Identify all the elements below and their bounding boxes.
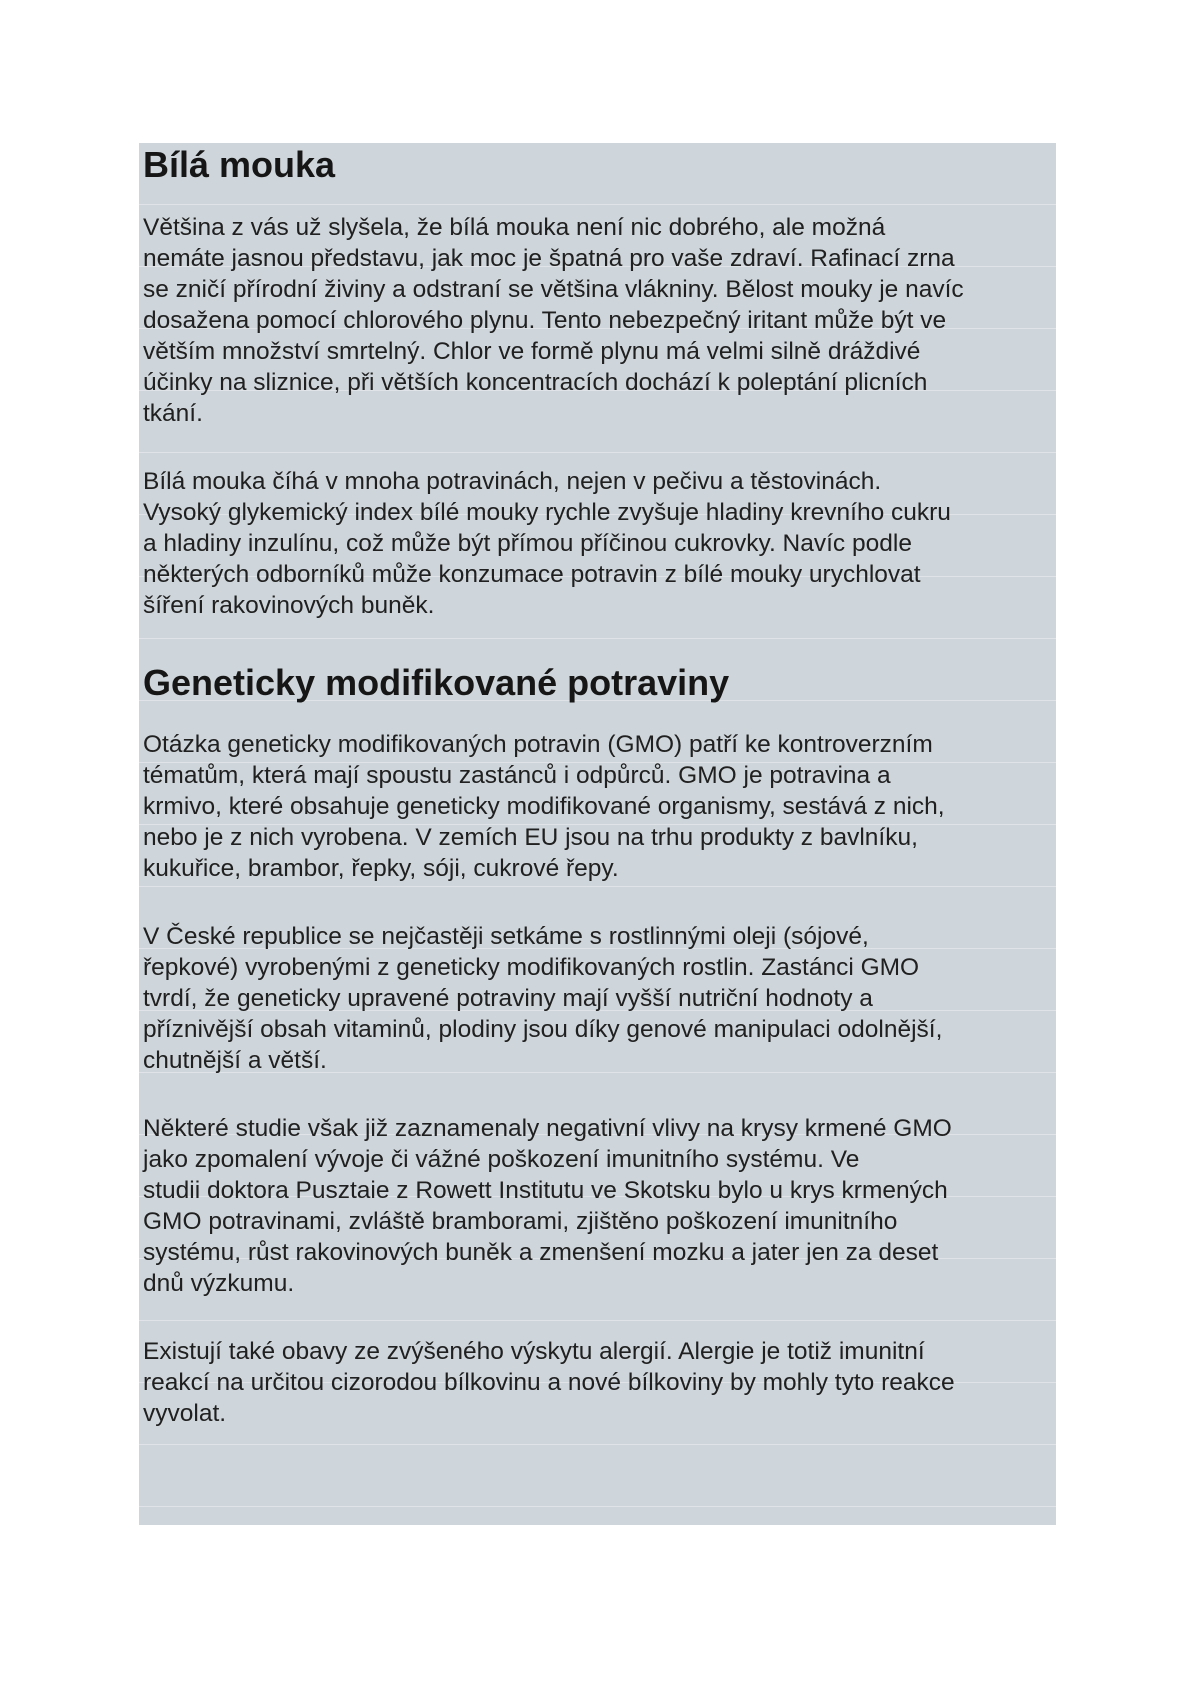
heading-white-flour: Bílá mouka <box>143 144 336 185</box>
paragraph: Bílá mouka číhá v mnoha potravinách, nejen v pečivu a těstovinách. Vysoký glykemický index bílé mouky rychle zvyšuje hladiny krevního cukru a hladiny inzulínu, což může být přímou příčinou cukrovky. Navíc podle některých odborníků může konzumace potravin z bílé mouky urychlovat šíření rakovinových buněk. <box>143 468 951 619</box>
heading-gmo: Geneticky modifikované potraviny <box>143 662 730 703</box>
section-white-flour <box>143 143 1052 621</box>
paragraph: Existují také obavy ze zvýšeného výskytu alergií. Alergie je totiž imunitní reakcí na určitou cizorodou bílkovinu a nové bílkoviny by mohly tyto reakce vyvolat. <box>143 1338 955 1427</box>
paragraph: V České republice se nejčastěji setkáme s rostlinnými oleji (sójové, řepkové) vyrobenými z geneticky modifikovaných rostlin. Zastánci GMO tvrdí, že geneticky upravené potraviny mají vyšší nutriční hodnoty a příznivější obsah vitaminů, plodiny jsou díky genové manipulaci odolnější, chutnější a větší. <box>143 923 943 1074</box>
content-panel <box>139 143 1056 1525</box>
section-gmo <box>143 661 1052 1429</box>
paragraph: Většina z vás už slyšela, že bílá mouka není nic dobrého, ale možná nemáte jasnou představu, jak moc je špatná pro vaše zdraví. Rafinací zrna se zničí přírodní živiny a odstraní se většina vlákniny. Bělost mouky je navíc dosažena pomocí chlorového plynu. Tento nebezpečný iritant může být ve větším množství smrtelný. Chlor ve formě plynu má velmi silně dráždivé účinky na sliznice, při větších koncentracích dochází k poleptání plicních tkání. <box>143 214 964 427</box>
paragraph: Některé studie však již zaznamenaly negativní vlivy na krysy krmené GMO jako zpomalení vývoje či vážné poškození imunitního systému. Ve studii doktora Pusztaie z Rowett Institutu ve Skotsku bylo u krys krmených GMO potravinami, zvláště bramborami, zjištěno poškození imunitního systému, růst rakovinových buněk a zmenšení mozku a jater jen za deset dnů výzkumu. <box>143 1115 952 1297</box>
paragraph: Otázka geneticky modifikovaných potravin (GMO) patří ke kontroverzním tématům, která mají spoustu zastánců i odpůrců. GMO je potravina a krmivo, které obsahuje geneticky modifikované organismy, sestává z nich, nebo je z nich vyrobena. V zemích EU jsou na trhu produkty z bavlníku, kukuřice, brambor, řepky, sóji, cukrové řepy. <box>143 731 945 882</box>
